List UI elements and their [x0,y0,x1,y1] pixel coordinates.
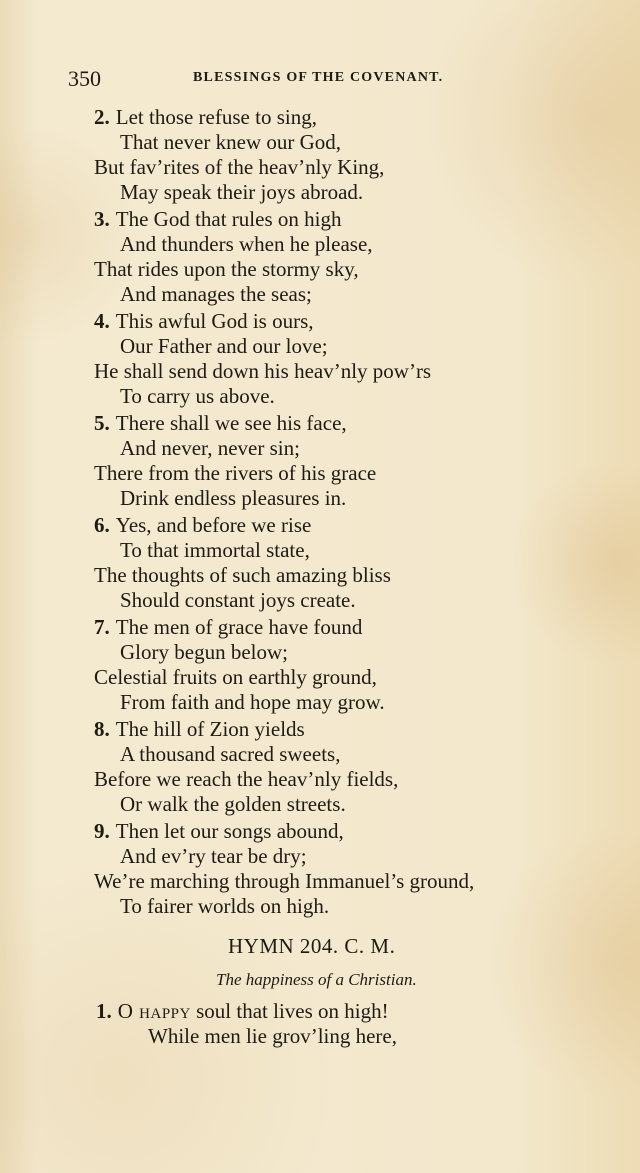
stanza-number: 2. [94,105,110,129]
line-text: The God that rules on high [115,207,342,231]
stanza-line: To that immortal state, [120,538,310,562]
hymn-title: HYMN 204. C. M. [228,934,396,958]
hymn-stanzas [0,105,640,921]
stanza-line: While men lie grov’ling here, [148,1024,397,1048]
stanza-line: Drink endless pleasures in. [120,486,347,510]
running-head: BLESSINGS OF THE COVENANT. [193,70,444,85]
stanza-line: And ev’ry tear be dry; [120,844,307,868]
stanza [0,717,640,817]
hymn-204-first-stanza [0,999,640,1049]
page-header [68,66,472,96]
stanza-line: We’re marching through Immanuel’s ground, [94,869,475,893]
stanza-number: 8. [94,717,110,741]
line-text: This awful God is ours, [115,309,314,333]
stanza-line: There from the rivers of his grace [94,461,377,485]
opening-words: O happy [117,999,191,1023]
stanza-line: A thousand sacred sweets, [120,742,341,766]
stanza-line: To fairer worlds on high. [120,894,330,918]
stanza [0,105,640,205]
stanza-line: And never, never sin; [120,436,300,460]
stanza-line [0,819,640,844]
stanza-line [0,513,640,538]
stanza-line: Celestial fruits on earthly ground, [94,665,377,689]
line-text: Let those refuse to sing, [115,105,317,129]
page-number: 350 [68,66,101,91]
stanza-line: Glory begun below; [120,640,288,664]
stanza-line [0,717,640,742]
stanza-line [0,309,640,334]
stanza-line: To carry us above. [120,384,275,408]
hymn-subtitle: The happiness of a Christian. [216,970,417,989]
stanza-line: That rides upon the stormy sky, [94,257,359,281]
stanza-line [0,615,640,640]
stanza-line [0,105,640,130]
stanza-line: Should constant joys create. [120,588,356,612]
stanza [0,819,640,919]
stanza-number: 6. [94,513,110,537]
line-text: Yes, and before we rise [115,513,312,537]
stanza-line: And thunders when he please, [120,232,373,256]
stanza-line: The thoughts of such amazing bliss [94,563,391,587]
stanza-number: 5. [94,411,110,435]
stanza-number: 9. [94,819,110,843]
stanza [0,513,640,613]
stanza-line [0,411,640,436]
stanza-line [0,999,640,1024]
stanza-number: 3. [94,207,110,231]
line-text: Then let our songs abound, [115,819,344,843]
stanza-number: 4. [94,309,110,333]
line-text: There shall we see his face, [115,411,347,435]
stanza [0,411,640,511]
stanza [0,309,640,409]
stanza-line: And manages the seas; [120,282,312,306]
stanza-number: 7. [94,615,110,639]
stanza-line: That never knew our God, [120,130,342,154]
stanza-line: Our Father and our love; [120,334,328,358]
line-text: The hill of Zion yields [115,717,305,741]
stanza-line: He shall send down his heav’nly pow’rs [94,359,432,383]
stanza-line: Before we reach the heav’nly fields, [94,767,399,791]
stanza [0,615,640,715]
stanza-number: 1. [96,999,112,1023]
line-text: The men of grace have found [115,615,363,639]
stanza-line: But fav’rites of the heav’nly King, [94,155,385,179]
stanza-line [0,207,640,232]
line-text: soul that lives on high! [190,999,389,1023]
stanza [0,207,640,307]
stanza-line: From faith and hope may grow. [120,690,385,714]
stanza-line: May speak their joys abroad. [120,180,364,204]
stanza-line: Or walk the golden streets. [120,792,346,816]
